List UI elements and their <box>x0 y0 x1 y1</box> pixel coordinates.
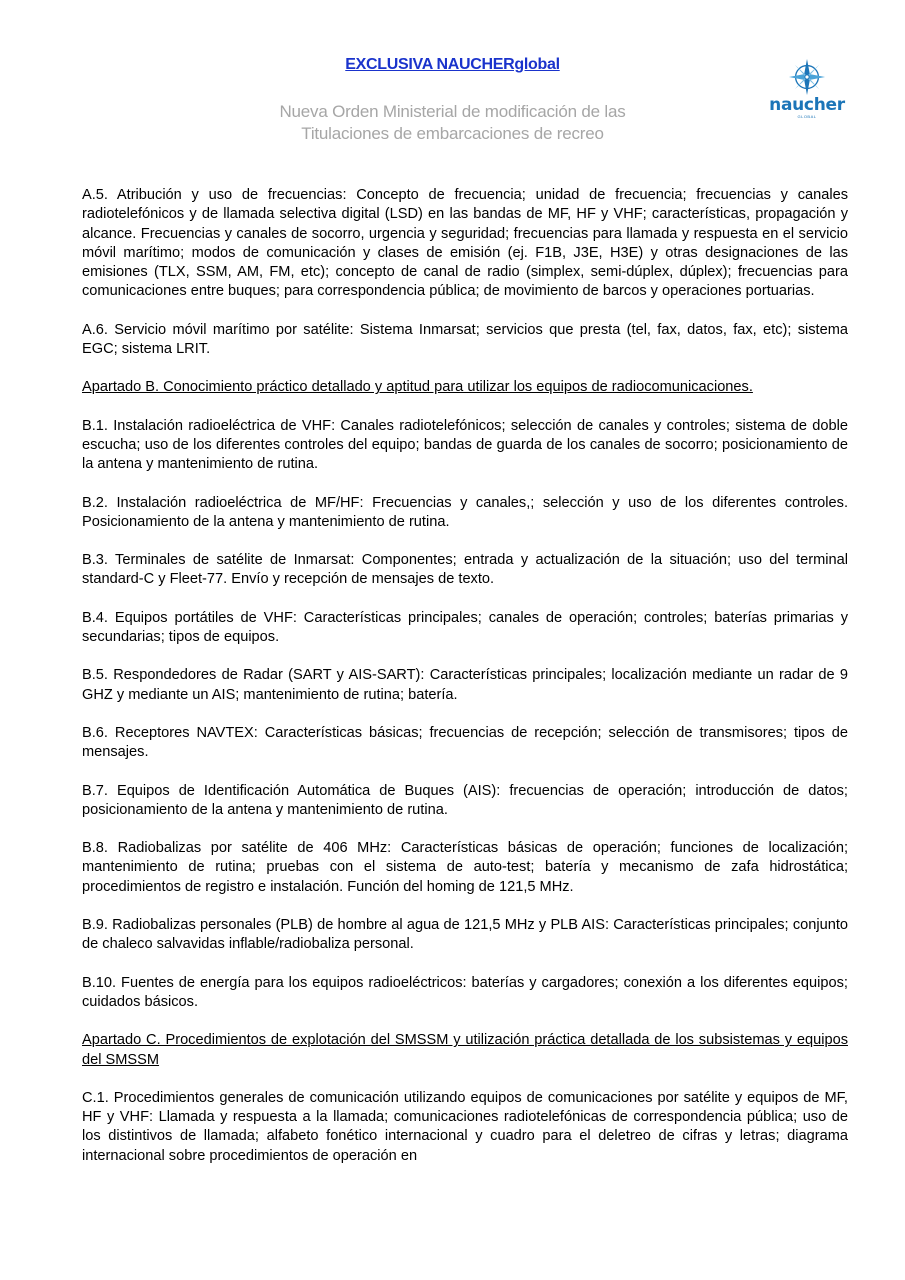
subtitle-line-1: Nueva Orden Ministerial de modificación de las <box>279 102 626 121</box>
document-body <box>82 186 848 1185</box>
paragraph-a5: A.5. Atribución y uso de frecuencias: Concepto de frecuencia; unidad de frecuencia; frecuencias y canales radiotelefónicos y de llamada selectiva digital (LSD) en las bandas de MF, HF y VHF; características, propagación y alcance. Frecuencias y canales de socorro, urgencia y seguridad; frecuencias para llamada y respuesta en el servicio móvil marítimo; modos de comunicación y clases de emisión (ej. F1B, J3E, H3E) y otras designaciones de las emisiones (TLX, SSM, AM, FM, etc); concepto de canal de radio (simplex, semi-dúplex, dúplex); frecuencias para comunicaciones entre buques; para correspondencia pública; de movimiento de barcos y operaciones portuarias. <box>82 187 848 300</box>
paragraph-b10: B.10. Fuentes de energía para los equipos radioeléctricos: baterías y cargadores; conexión a los diferentes equipos; cuidados básicos. <box>82 974 848 1010</box>
logo-wordmark: naucher <box>769 95 845 115</box>
exclusive-link[interactable]: EXCLUSIVA NAUCHERglobal <box>345 56 560 73</box>
section-heading-b: Apartado B. Conocimiento práctico detallado y aptitud para utilizar los equipos de radiocomunicaciones. <box>82 379 753 396</box>
paragraph-c1: C.1. Procedimientos generales de comunicación utilizando equipos de comunicaciones por satélite y equipos de MF, HF y VHF: Llamada y respuesta a la llamada; comunicaciones radiotelefónicas de correspondencia pública; uso de los distintivos de llamada; alfabeto fonético internacional y cuadro para el deletreo de cifras y letras; diagrama internacional sobre procedimientos de operación en <box>82 1089 848 1164</box>
section-heading-c: Apartado C. Procedimientos de explotación del SMSSM y utilización práctica detallada de los subsistemas y equipos del SMSSM <box>82 1032 848 1068</box>
paragraph-b2: B.2. Instalación radioeléctrica de MF/HF: Frecuencias y canales,; selección y uso de los diferentes controles. Posicionamiento de la antena y mantenimiento de rutina. <box>82 494 848 530</box>
paragraph-b1: B.1. Instalación radioeléctrica de VHF: Canales radiotelefónicos; selección de canales y controles; sistema de doble escucha; uso de los diferentes controles del equipo; bandas de guarda de los canales de socorro; posicionamiento de la antena y mantenimiento de rutina. <box>82 417 848 473</box>
paragraph-b7: B.7. Equipos de Identificación Automática de Buques (AIS): frecuencias de operación; introducción de datos; posicionamiento de la antena y mantenimiento de rutina. <box>82 782 848 818</box>
paragraph-b3: B.3. Terminales de satélite de Inmarsat: Componentes; entrada y actualización de la situación; uso del terminal standard-C y Fleet-77. Envío y recepción de mensajes de texto. <box>82 552 848 588</box>
logo-subtext: GLOBAL <box>797 114 817 119</box>
paragraph-b6: B.6. Receptores NAVTEX: Características básicas; frecuencias de recepción; selección de transmisores; tipos de mensajes. <box>82 724 848 761</box>
paragraph-b9: B.9. Radiobalizas personales (PLB) de hombre al agua de 121,5 MHz y PLB AIS: Características principales; conjunto de chaleco salvavidas inflable/radiobaliza personal. <box>82 917 848 953</box>
subtitle-line-2: Titulaciones de embarcaciones de recreo <box>301 124 604 143</box>
paragraph-b5: B.5. Respondedores de Radar (SART y AIS-SART): Características principales; localización mediante un radar de 9 GHZ y mediante un AIS; mantenimiento de rutina; batería. <box>82 667 848 703</box>
paragraph-a6: A.6. Servicio móvil marítimo por satélite: Sistema Inmarsat; servicios que presta (tel, fax, datos, fax, etc); sistema EGC; sistema LRIT. <box>82 321 848 358</box>
paragraph-b4: B.4. Equipos portátiles de VHF: Características principales; canales de operación; controles; baterías primarias y secundarias; tipos de equipos. <box>82 609 848 646</box>
naucher-logo <box>762 58 852 124</box>
page-header <box>0 0 905 160</box>
paragraph-b8: B.8. Radiobalizas por satélite de 406 MHz: Características básicas de operación; funciones de localización; mantenimiento de rutina; pruebas con el sistema de auto-test; batería y mecanismo de zafa hidrostática; procedimientos de registro e instalación. Función del homing de 121,5 MHz. <box>82 840 848 895</box>
compass-rose-icon <box>788 58 826 96</box>
